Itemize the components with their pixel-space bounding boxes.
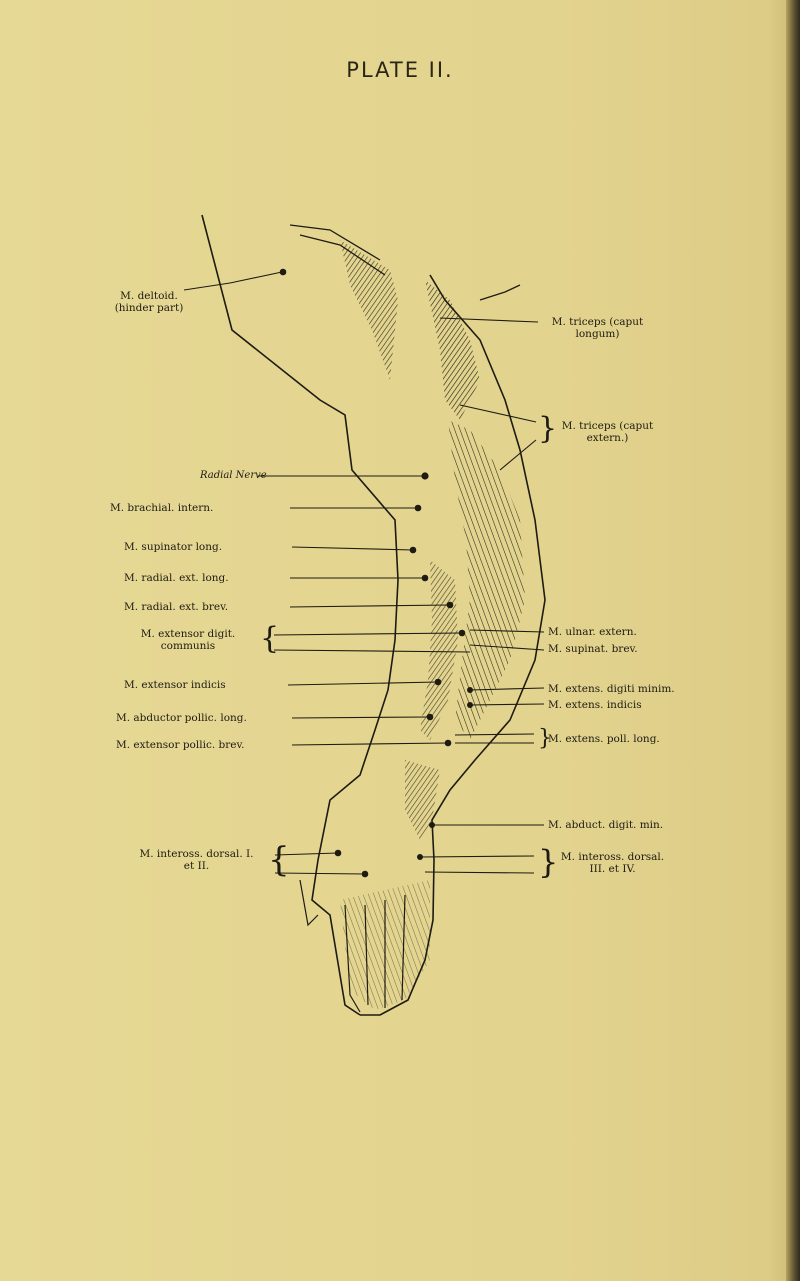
label-extensor-digit-line2: communis (160, 640, 216, 652)
label-inteross-dorsal-right-line1: M. inteross. dorsal. (560, 851, 665, 863)
label-triceps-extern-line2: extern.) (586, 432, 629, 444)
label-extensor-digit-line1: M. extensor digit. (140, 628, 236, 640)
label-ulnar-extern: M. ulnar. extern. (548, 626, 637, 638)
brace-extensor-digit: { (260, 621, 280, 656)
brace-extens-poll: } (538, 726, 552, 751)
label-abductor-pollic: M. abductor pollic. long. (116, 712, 247, 724)
label-radial-ext-long: M. radial. ext. long. (124, 572, 229, 584)
label-radial-ext-brev: M. radial. ext. brev. (124, 601, 229, 613)
label-inteross-dorsal-left-line2: et II. (183, 860, 210, 872)
label-extens-digiti-minim: M. extens. digiti minim. (548, 683, 675, 695)
wrist-shading (405, 760, 440, 840)
label-inteross-dorsal-right-line2: III. et IV. (589, 863, 636, 875)
label-supinator-long: M. supinator long. (124, 541, 223, 553)
label-brachial-intern: M. brachial. intern. (110, 502, 214, 514)
label-triceps-extern-line1: M. triceps (caput (561, 420, 654, 432)
brace-inteross-left: { (268, 840, 290, 880)
label-extensor-digit (118, 628, 258, 652)
label-triceps-extern (550, 420, 665, 444)
brace-triceps-extern: } (538, 411, 558, 446)
shoulder-strokes (290, 225, 520, 300)
label-inteross-dorsal-left-line1: M. inteross. dorsal. I. (139, 848, 254, 860)
label-inteross-dorsal-right (550, 851, 675, 875)
label-extens-indicis: M. extens. indicis (548, 699, 642, 711)
deltoid-hatching (340, 240, 398, 380)
label-triceps-longum-line2: longum) (575, 328, 620, 340)
label-triceps-longum-line1: M. triceps (caput (551, 316, 644, 328)
forearm-inner-shading (420, 560, 458, 740)
label-supinat-brev: M. supinat. brev. (548, 643, 638, 655)
triceps-shading (425, 280, 480, 420)
brace-inteross-right: } (538, 843, 559, 881)
label-triceps-longum (540, 316, 655, 340)
label-extensor-pollic-brev: M. extensor pollic. brev. (116, 739, 245, 751)
label-deltoid (104, 290, 194, 314)
label-radial-nerve: Radial Nerve (200, 470, 267, 481)
label-abduct-digit-min: M. abduct. digit. min. (548, 819, 664, 831)
forearm-muscle-shading (448, 420, 525, 740)
plate-title: PLATE II. (346, 58, 454, 82)
label-extens-poll-long: M. extens. poll. long. (548, 733, 660, 745)
label-deltoid-line1: M. deltoid. (120, 290, 178, 302)
label-inteross-dorsal-left (124, 848, 269, 872)
label-deltoid-line2: (hinder part) (114, 302, 184, 314)
label-extensor-indicis: M. extensor indicis (124, 679, 226, 691)
